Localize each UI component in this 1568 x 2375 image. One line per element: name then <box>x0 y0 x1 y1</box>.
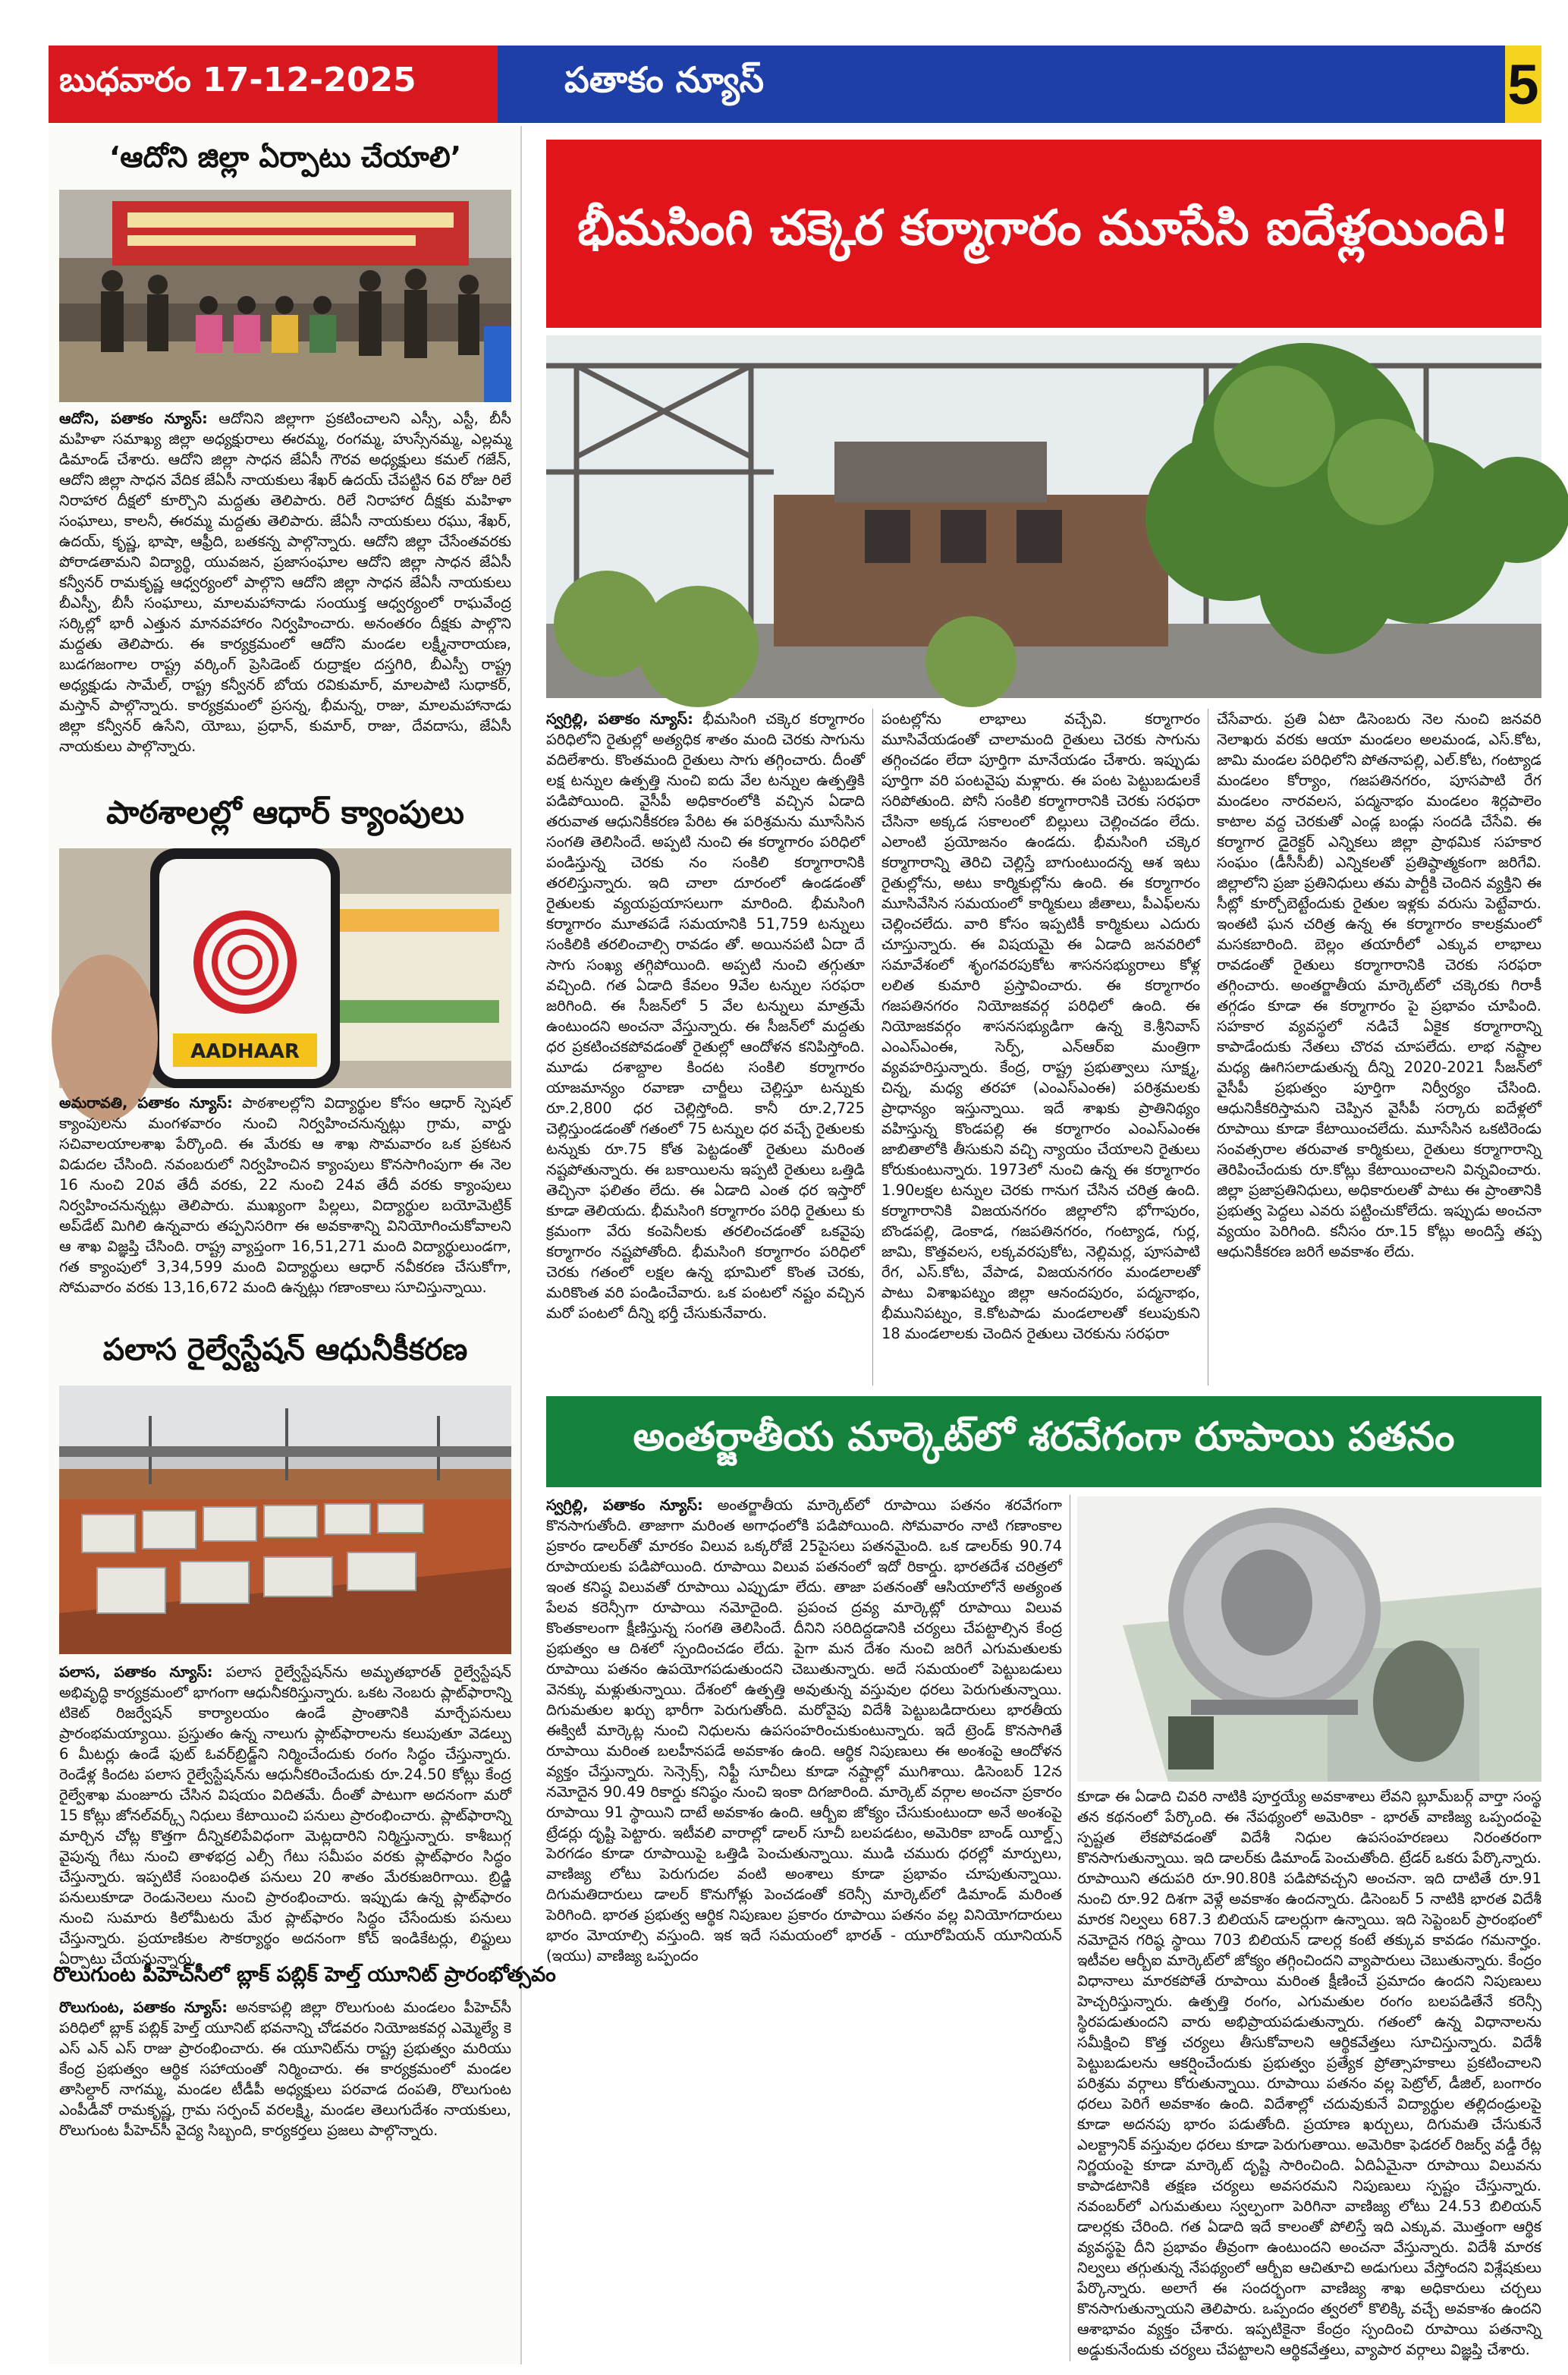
story-col1-rupee <box>546 1495 1062 2361</box>
photo-sugar-factory <box>546 335 1541 698</box>
story-text: భీమసింగి చక్కెర కర్మాగారం పరిధిలోని రైతుల్లో అత్యధిక శాతం మంది చెరకు సాగును వదిలేశారు. కొంతమంది రైతులు సాగు తగ్గించారు. దీంతో లక్ష టన్నుల ఉత్పత్తి నుంచి ఐదు వేల టన్నుల ఉత్పత్తికి పడిపోయింది. వైసీపీ అధికారంలోకి వచ్చిన ఏడాది తరువాత ఆధునికీకరణ పేరిట ఈ పరిశ్రమను మూసేసిన సంగతి తెలిసిందే. అప్పటి నుంచి ఈ కర్మాగారం పరిధిలో పండిస్తున్న చెరకు నం సంకిలి కర్మాగారానికి తరలిస్తున్నారు. ఇది చాలా దూరంలో ఉండడంతో రైతులకు వ్యయప్రయాసలుగా మారింది. భీమసింగి కర్మాగారం మూతపడే సమయానికి 51,759 టన్నులు సంకిలికి తరలించాల్సి రావడం తో. అయినపటి ఏదా దే సాగు సంఖ్య తగ్గిపోయింది. అప్పటి నుంచి తగ్గుతూ వచ్చింది. గత ఏడాది కేవలం 9వేల టన్నుల సరఫరా జరిగింది. ఈ సీజన్‌లో 5 వేల టన్నులు మాత్రమే ఉంటుందని అంచనా వేస్తున్నారు. ఈ సీజన్‌లో మద్దతు ధర ప్రకటించకపోవడంతో రైతుల్లో ఆందోళన కనిపిస్తోంది. మూడు దశాబ్దాల కిందట సంకిలి కర్మాగారం యాజమాన్యం రవాణా చార్జీలు చెల్లిస్తూ టన్నుకు రూ.2,800 ధర చెల్లిస్తోంది. కానీ రూ.2,725 చెల్లిస్తుండడంతో గతంలో 75 టన్నుల ధర వచ్చే రైతులకు టన్నుకు రూ.75 కోత పెట్టడంతో రైతులు మరింత నష్టపోతున్నారు. ఈ బకాయిలను ఇప్పటి రైతులు ఒత్తిడి తెచ్చినా ఫలితం లేదు. ఈ ఏడాది ఎంత ధర ఇస్తారో కూడా తెలియదు. భీమసింగి కర్మాగారం పరిధి రైతులు కు క్రమంగా వేరు కంపెనీలకు తరలించడంతో ఒకవైపు కర్మాగారం నష్టపోతోంది. భీమసింగి కర్మాగారం పరిధిలో చెరకు గతంలో లక్షల ఉన్న భూమిలో కొంత చెరకు, మరికొంత వరి పండించేవారు. ఒక పంటలో నష్టం వచ్చిన మరో పంటలో దీన్ని భర్తీ చేసుకునేవారు. <box>546 710 865 1322</box>
newspaper-name: పతాకం న్యూస్ <box>498 46 1508 123</box>
headline-bheemasingi-factory: భీమసింగి చక్కెర కర్మాగారం మూసేసి ఐదేళ్లయింది! <box>546 140 1541 328</box>
story-title-palasa-railway: పలాస రైల్వేస్టేషన్ ఆధునీకీకరణ <box>102 1332 468 1367</box>
masthead <box>49 46 1541 123</box>
dateline: ఆదోని, పతాకం న్యూస్: <box>59 410 208 427</box>
story-text: కూడా ఈ ఏడాది చివరి నాటికి పూర్తయ్యే అవకాశాలు లేవని బ్లూమ్‌బర్గ్ వార్తా సంస్థ తన కథనంలో పేర్కొంది. ఈ నేపథ్యంలో అమెరికా - భారత్ వాణిజ్య ఒప్పందంపై స్పష్టత లేకపోవడంతో విదేశీ నిధుల ఉపసంహరణలు నిరంతరంగా కొనసాగుతున్నాయి. ఇది డాలర్‌కు డిమాండ్ పెంచుతోంది. ట్రేడర్ ఒకరు పేర్కొన్నారు. రూపాయిని తదుపరి రూ.90.80కి పడిపోవచ్చని అంచనా. ఇది దాటితే రూ.91 నుంచి రూ.92 దిశగా వెళ్లే అవకాశం ఉందన్నారు. డిసెంబర్ 5 నాటికి భారత విదేశీ మారక నిల్వలు 687.3 బిలియన్ డాలర్లుగా ఉన్నాయి. ఇది సెప్టెంబర్ ప్రారంభంలో నమోదైన గరిష్ఠ స్థాయి 703 బిలియన్ డాలర్ల కంటే తక్కువ కావడం గమనార్హం. ఇటీవల ఆర్బీఐ మార్కెట్‌లో జోక్యం తగ్గించిందని వ్యాపారులు చెబుతున్నారు. కేంద్రం విధానాలు మారకపోతే రూపాయి మరింత క్షీణించే ప్రమాదం ఉందని నిపుణులు హెచ్చరిస్తున్నారు. ఉత్పత్తి రంగం, ఎగుమతుల రంగం బలపడితేనే కరెన్సీ స్థిరపడుతుందని వారు అభిప్రాయపడుతున్నారు. గతంలో ఉన్న విధానాలను సమీక్షించి కొత్త చర్యలు తీసుకోవాలని ఆర్థికవేత్తలు సూచిస్తున్నారు. విదేశీ పెట్టుబడులను ఆకర్షించేందుకు ప్రభుత్వం ప్రత్యేక ప్రోత్సాహకాలు ప్రకటించాలని పరిశ్రమ వర్గాలు కోరుతున్నాయి. రూపాయి పతనం వల్ల పెట్రోల్, డీజిల్, బంగారం ధరలు పెరిగే అవకాశం ఉంది. విదేశాల్లో చదువుకునే విద్యార్థుల తల్లిదండ్రులపై కూడా అదనపు భారం పడుతోంది. ప్రయాణ ఖర్చులు, దిగుమతి చేసుకునే ఎలక్ట్రానిక్ వస్తువుల ధరలు కూడా పెరుగుతాయి. అమెరికా ఫెడరల్ రిజర్వ్ వడ్డీ రేట్ల నిర్ణయంపై కూడా మార్కెట్ దృష్టి సారించింది. ఏదిఏమైనా రూపాయి విలువను కాపాడటానికి తక్షణ చర్యలు అవసరమని నిపుణులు స్పష్టం చేస్తున్నారు. నవంబర్‌లో ఎగుమతులు స్వల్పంగా పెరిగినా వాణిజ్య లోటు 24.53 బిలియన్ డాలర్లకు చేరింది. గత ఏడాది ఇదే కాలంతో పోలిస్తే ఇది ఎక్కువ. మొత్తంగా ఆర్థిక వ్యవస్థపై దీని ప్రభావం తీవ్రంగా ఉంటుందని అంచనా వేస్తున్నారు. విదేశీ మారక నిల్వలు తగ్గుతున్న నేపథ్యంలో ఆర్బీఐ ఆచితూచి అడుగులు వేస్తోందని విశ్లేషకులు పేర్కొన్నారు. అలాగే ఈ సందర్భంగా వాణిజ్య శాఖ అధికారులు చర్చలు కొనసాగుతున్నాయని తెలిపారు. ఒప్పందం త్వరలో కొలిక్కి వచ్చే అవకాశం ఉందని ఆశాభావం వ్యక్తం చేశారు. ఇప్పటికైనా కేంద్రం స్పందించి రూపాయి పతనాన్ని అడ్డుకునేందుకు చర్యలు చేపట్టాలని ఆర్థికవేత్తలు, వ్యాపార వర్గాలు విజ్ఞప్తి చేశారు. <box>1077 1788 1541 2358</box>
photo-rupee-coin-dollar <box>1077 1496 1541 1782</box>
story-body-aadhaar <box>59 1093 511 1320</box>
story-body-palasa <box>59 1662 511 1968</box>
story-col2-bheemasingi <box>881 709 1200 1386</box>
column-divider <box>872 709 873 1386</box>
dateline: అమరావతి, పతాకం న్యూస్: <box>59 1094 233 1112</box>
headline-rupee-fall: అంతర్జాతీయ మార్కెట్‌లో శరవేగంగా రూపాయి పతనం <box>546 1396 1541 1487</box>
story-col2-rupee <box>1077 1786 1541 2361</box>
story-body-adoni <box>59 408 511 777</box>
story-text: పాఠశాలల్లోని విద్యార్థుల కోసం ఆధార్ స్పెషల్ క్యాంపులను మంగళవారం నుంచి నిర్వహించనున్నట్లు గ్రామ, వార్డు సచివాలయాలశాఖ పేర్కొంది. ఈ మేరకు ఆ శాఖ సొమవారం ఒక ప్రకటన విడుదల చేసింది. నవంబరులో నిర్వహించిన క్యాంపులు కొనసాగింపుగా ఈ నెల 16 నుంచి 20వ తేదీ వరకు, 22 నుంచి 24వ తేదీ వరకు క్యాంపులు నిర్వహించనున్నట్లు తెలిపారు. ముఖ్యంగా పిల్లలు, విద్యార్థుల బయోమెట్రిక్ అప్‌డేట్ మిగిలి ఉన్నవారు తప్పనిసరిగా ఈ అవకాశాన్ని వినియోగించుకోవాలని ఆ శాఖ విజ్ఞప్తి చేసింది. రాష్ట్ర వ్యాప్తంగా 16,51,271 మంది విద్యార్థులుండగా, గత క్యాంపులో 3,34,599 మంది విద్యార్థులు ఆధార్ నవీకరణ చేసుకోగా, సోమవారం వరకు 13,16,672 మంది ఉన్నట్లు గణాంకాలు సూచిస్తున్నాయి. <box>59 1094 511 1296</box>
story-body-rolugunta <box>59 1997 511 2354</box>
story-text: చేసేవారు. ప్రతి ఏటా డిసెంబరు నెల నుంచి జనవరి నెలాఖరు వరకు ఆయా మండలం అలమండ, ఎస్.కోట, జామి మండల పరిధిలోని పోతనాపల్లి, ఎల్.కోట, గంట్యాడ మండలం కోర్యాం, గజపతినగరం, పూసపాటి రేగ మండలం నారవలస, పద్మనాభం మండలం శిర్లపాలెం కాటాల వద్ద చెరకుతో ఎండ్ల బండ్లు సందడి చేసేవి. ఈ కర్మాగార డైరెక్టర్ ఎన్నికలు జిల్లా ప్రాథమిక సహకార సంఘం (డీసీసీబీ) ఎన్నికలతో ప్రతిష్ఠాత్మకంగా జరిగేవి. జిల్లాలోని ప్రజా ప్రతినిధులు తమ పార్టీకి చెందిన వ్యక్తిని ఈ సీట్లో కూర్చోబెట్టేందుకు రైతుల ఇళ్లకు వరుసు పెట్టేవారు. ఇంతటి ఘన చరిత్ర ఉన్న ఈ కర్మాగారం కాలక్రమంలో మసకబారింది. బెల్లం తయారీలో ఎక్కువ లాభాలు రావడంతో రైతులు కర్మాగారానికి చెరకు సరఫరా తగ్గించారు. అంతర్జాతీయ మార్కెట్‌లో చక్కెరకు గిరాకీ తగ్గడం కూడా ఈ కర్మాగారం పై ప్రభావం చూపింది. సహకార వ్యవస్థలో నడిచే ఏకైక కర్మాగారాన్ని కాపాడేందుకు నేతలు చొరవ చూపలేదు. లాభ నష్టాల మధ్య ఊగిసలాడుతున్న దీన్ని 2020-2021 సీజన్‌లో వైసీపీ ప్రభుత్వం పూర్తిగా నిర్వీర్యం చేసింది. ఆధునికీకరిస్తామని చెప్పిన వైసీపీ సర్కారు ఐదేళ్లలో రూపాయి కూడా కేటాయించలేదు. మూసేసిన ఒకటిరెండు సంవత్సరాల తరువాత కార్మికులు, రైతులు కర్మాగారాన్ని తెరిపించేందుకు రూ.కోట్లు కేటాయించాలని విన్నవించారు. జిల్లా ప్రజాప్రతినిధులు, అధికారులతో పాటు ఈ ప్రాంతానికి ప్రభుత్వ పెద్దలు ఎవరు పట్టించుకోలేదు. ఇప్పుడు అంచనా వ్యయం పెరిగింది. కనీసం రూ.15 కోట్లు అందిస్తే తప్ప ఆధునికీకరణ జరిగే అవకాశం లేదు. <box>1217 710 1541 1260</box>
dateline: స్వగ్రిల్లి, పతాకం న్యూస్: <box>546 710 693 728</box>
story-text: ఆదోనిని జిల్లాగా ప్రకటించాలని ఎస్సీ, ఎస్టీ, బీసీ మహిళా సమాఖ్య జిల్లా అధ్యక్షురాలు ఈరమ్మ, రంగమ్మ, హుస్సేనమ్మ, ఎల్లమ్మ డిమాండ్ చేశారు. ఆదోని జిల్లా సాధన జేఏసీ గౌరవ అధ్యక్షులు కమల్ గజేన్, ఆదోని జిల్లా సాధన వేదిక జేఏసీ నాయకులు శేఖర్ ఉదయ్ చేపట్టిన 6వ రోజు రిలే నిరాహార దీక్షలో కూర్చొని మద్దతు తెలిపారు. రిలే నిరాహార దీక్షకు మహిళా సంఘాలు, కాలనీ, ఈరమ్మ మద్దతు తెలిపారు. జేఏసీ నాయకులు రఘు, శేఖర్, ఉదయ్, కృష్ణ, భాషా, ఆఫ్రీది, బతకన్న పాల్గొన్నారు. ఆదోని జిల్లా చేసేంతవరకు పోరాడతామని విద్యార్థి, యువజన, ప్రజాసంఘాల ఆదోని జిల్లా సాధన జేఏసీ కన్వీనర్ రామకృష్ణ ఆధ్వర్యంలో పాల్గొని ఆదోని జిల్లా సాధన జేఏసీ నాయకులు బీఎస్పీ, బీసీ సంఘాలు, మాలమహానాడు సంయుక్త ఆధ్వర్యంలో రాఘవేంద్ర సర్కిల్లో భారీ ఎత్తున మానవహారం నిర్వహించారు. అనంతరం దీక్షకు పాల్గొని మద్దతు తెలిపారు. ఈ కార్యక్రమంలో ఆదోని మండల లక్ష్మీనారాయణ, బుడగజంగాల రాష్ట్ర వర్కింగ్ ప్రెసిడెంట్ రుద్రాక్షల దస్తగిరి, బీఎస్పీ రాష్ట్ర అధ్యక్షుడు సామేల్, రాష్ట్ర కన్వీనర్ బోయ రవికుమార్, మాలపాటి సుధాకర్, మస్తాన్ పాల్గొన్నారు. కార్యక్రమంలో ప్రసన్న, భీమన్న, రాజు, మాలమహానాడు జిల్లా కన్వీనర్ ఉసేని, యోబు, ప్రధాన్, కుమార్, రాజు, దేవదాసు, జేఏసీ నాయకులు పాల్గొన్నారు. <box>59 410 511 755</box>
issue-date: బుధవారం 17-12-2025 <box>49 46 498 123</box>
story-text: అంతర్జాతీయ మార్కెట్‌లో రూపాయి పతనం శరవేగంగా కొనసాగుతోంది. తాజాగా మరింత అగాధంలోకి పడిపోయింది. సోమవారం నాటి గణాంకాల ప్రకారం డాలర్‌తో మారకం విలువ ఒక్కరోజే 25పైసలు పతనమైంది. ఒక డాలర్‌కు 90.74 రూపాయలకు పడిపోయింది. రూపాయి విలువ పతనంలో ఇదో రికార్డు. భారతదేశ చరిత్రలో ఇంత కనిష్ఠ విలువతో రూపాయి ఎప్పుడూ లేదు. తాజా పతనంతో ఆసియాలోనే అత్యంత పేలవ కరెన్సీగా రూపాయి నమోదైంది. ప్రపంచ ద్రవ్య మార్కెట్లో రూపాయి విలువ కొంతకాలంగా క్షీణిస్తున్న సంగతి తెలిసిందే. దీనిని సరిదిద్దడానికి చర్యలు చేపట్టాల్సిన కేంద్ర ప్రభుత్వం ఆ దిశలో స్పందించడం లేదు. పైగా మన దేశం నుంచి జరిగే ఎగుమతులకు రూపాయి పతనం ఉపయోగపడుతుందని చెబుతున్నారు. అదే సమయంలో పెట్టుబడులు వెనక్కు మళ్లుతున్నాయి. దేశంలో ఉత్పత్తి అవుతున్న వస్తువుల ధరలు పెరుగుతున్నాయి. దిగుమతుల ఖర్చు భారీగా పెరుగుతోంది. మరోవైపు విదేశీ పెట్టుబడిదారులు భారతీయ ఈక్విటీ మార్కెట్ల నుంచి నిధులను ఉపసంహరించుకుంటున్నారు. ఇదే ట్రెండ్ కొనసాగితే రూపాయి మరింత బలహీనపడే అవకాశం ఉంది. ఆర్థిక నిపుణులు ఈ అంశంపై ఆందోళన వ్యక్తం చేస్తున్నారు. సెన్సెక్స్, నిఫ్టీ సూచీలు కూడా నష్టాల్లో ముగిశాయి. డిసెంబర్ 12న నమోదైన 90.49 రికార్డు కనిష్ఠం నుంచి ఇంకా దిగజారింది. మార్కెట్ వర్గాల అంచనా ప్రకారం రూపాయి 91 స్థాయిని దాటే అవకాశం ఉంది. ఆర్బీఐ జోక్యం చేసుకుంటుందా అనే అంశంపై ట్రేడర్లు దృష్టి పెట్టారు. ఇటీవలి వారాల్లో డాలర్ సూచీ బలపడటం, అమెరికా బాండ్ యీల్డ్స్ పెరగడం కూడా రూపాయిపై ఒత్తిడి పెంచుతున్నాయి. ముడి చమురు ధరల్లో మార్పులు, వాణిజ్య లోటు పెరుగుదల వంటి అంశాలు కూడా ప్రభావం చూపుతున్నాయి. దిగుమతిదారులు డాలర్ కొనుగోళ్లు పెంచడంతో కరెన్సీ మార్కెట్‌లో డిమాండ్ మరింత పెరిగింది. భారత ప్రభుత్వ ఆర్థిక నిపుణుల ప్రకారం రూపాయి పతనం వల్ల వినియోగదారులు భారం మోయాల్సి వస్తుంది. ఇక ఇదే సమయంలో భారత్ - యూరోపియన్ యూనియన్ (ఇయు) వాణిజ్య ఒప్పందం <box>546 1496 1062 1964</box>
dateline: రొలుగుంట, పతాకం న్యూస్: <box>59 1999 228 2016</box>
story-col3-bheemasingi <box>1217 709 1541 1386</box>
story-text: పంటల్లోను లాభాలు వచ్చేవి. కర్మాగారం మూసివేయడంతో చాలామంది రైతులు చెరకు సాగును తగ్గించడం లేదా పూర్తిగా మానేయడం చేశారు. ఇప్పుడు పూర్తిగా వరి పంటవైపు మళ్లారు. ఈ పంట పెట్టుబడులకే సరిపోతుంది. పోనీ సంకిలి కర్మాగారానికి చెరకు సరఫరా చేసినా అక్కడ సకాలంలో బిల్లులు చెల్లించడం లేదు. ఎలాంటి ప్రయోజనం ఉండదు. భీమసింగి చక్కెర కర్మాగారాన్ని తెరిచి చెల్లిస్తే బాగుంటుందన్న ఆశ ఇటు రైతుల్లోను, అటు కార్మికుల్లోను ఉంది. ఈ కర్మాగారం మూసివేసిన సమయంలో కార్మికులు జీతాలు, పీఎఫ్‌లను చెల్లించలేదు. వారి కోసం ఇప్పటికీ కార్మికులు ఎదురు చూస్తున్నారు. ఈ విషయమై ఈ ఏడాది జనవరిలో సమావేశంలో శృంగవరపుకోట శాసనసభ్యురాలు కోళ్ల లలిత కుమారి ప్రస్తావించారు. ఈ కర్మాగారం గజపతినగరం నియోజకవర్గ పరిధిలో ఉంది. ఈ నియోజకవర్గం శాసనసభ్యుడిగా ఉన్న కె.శ్రీనివాస్ ఎంఎస్ఎంఈ, సెర్ప్, ఎన్ఆర్ఐ మంత్రిగా వ్యవహరిస్తున్నారు. కేంద్ర, రాష్ట్ర ప్రభుత్వాలు సూక్ష్మ, చిన్న, మధ్య తరహా (ఎంఎస్ఎంఈ) పరిశ్రమలకు ప్రాధాన్యం ఇస్తున్నాయి. ఇదే శాఖకు ప్రాతినిథ్యం వహిస్తున్న కొండపల్లి ఈ కర్మాగారం ఎంఎస్ఎంఈ జాబితాలోకి తీసుకుని వచ్చి న్యాయం చేయాలని రైతులు కోరుకుంటున్నారు. 1973లో నుంచి ఉన్న ఈ కర్మాగారం 1.90లక్షల టన్నుల చెరకు గానుగ చేసిన చరిత్ర ఉంది. కర్మాగారానికి విజయనగరం జిల్లాలోని భోగాపురం, బొండపల్లి, డెంకాడ, గజపతినగరం, గంట్యాడ, గుర్ల, జామి, కొత్తవలస, లక్కవరపుకోట, నెల్లిమర్ల, పూసపాటి రేగ, ఎస్.కోట, వేపాడ, విజయనగరం మండలాలతో పాటు విశాఖపట్నం జిల్లా ఆనందపురం, పద్మనాభం, భీమునిపట్నం, కె.కోటపాడు మండలాలతో కలుపుకుని 18 మండలాలకు చెందిన రైతులు చెరకును సరఫరా <box>881 710 1200 1342</box>
photo-palasa-station <box>59 1386 511 1654</box>
story-title-rolugunta-phc: రొలుగుంట పీహెచ్‌సీలో బ్లాక్ పబ్లిక్ హెల్త్ యూనిట్ ప్రారంభోత్సవం <box>53 1963 556 1987</box>
story-title-aadhaar-camps: పాఠశాలల్లో ఆధార్ క్యాంపులు <box>106 794 464 831</box>
page-number: 5 <box>1505 46 1541 123</box>
story-text: అనకాపల్లి జిల్లా రొలుగుంట మండలం పీహెచ్‌సీ పరిధిలో బ్లాక్ పబ్లిక్ హెల్త్ యూనిట్ భవనాన్ని చోడవరం నియోజకవర్గ ఎమ్మెల్యే కె ఎస్ ఎన్ ఎస్ రాజు ప్రారంభించారు. ఈ యూనిట్‌ను రాష్ట్ర ప్రభుత్వం మరియు కేంద్ర ప్రభుత్వం ఆర్థిక సహాయంతో నిర్మించారు. ఈ కార్యక్రమంలో మండల తాసిల్దార్ నాగమ్మ, మండల టీడీపీ అధ్యక్షులు పరవాడ దంపతి, రొలుగుంట ఎంపీడీవో రామకృష్ణ, గ్రామ సర్పంచ్ వరలక్ష్మి, మండల తెలుగుదేశం నాయకులు, రొలుగుంట పీహెచ్‌సీ వైద్య సిబ్బంది, కార్యకర్తలు ప్రజలు పాల్గొన్నారు. <box>59 1999 511 2139</box>
dateline: పలాస, పతాకం న్యూస్: <box>59 1663 213 1681</box>
story-col1-bheemasingi <box>546 709 865 1386</box>
dateline: స్వగ్రిల్లి, పతాకం న్యూస్: <box>546 1496 703 1514</box>
aadhaar-logo-text: AADHAAR <box>190 1040 300 1063</box>
story-text: పలాస రైల్వేస్టేషన్‌ను అమృతభారత్ రైల్వేస్టేషన్ అభివృద్ధి కార్యక్రమంలో భాగంగా ఆధునీకరిస్తున్నారు. ఒకట నెంబరు ప్లాట్‌ఫారాన్ని టికెట్ రిజర్వేషన్ కార్యాలయం ఉండే ప్రాంతానికి మార్చేపనులు ప్రారంభమయ్యాయి. ప్రస్తుతం ఉన్న నాలుగు ప్లాట్‌ఫారాలను కలుపుతూ వెడల్పు 6 మీటర్లు ఉండే ఫుట్ ఓవర్‌బ్రిడ్జ్‌ని నిర్మించేందుకు రంగం సిద్ధం చేస్తున్నారు. రెండేళ్ల కిందట పలాస రైల్వేస్టేషన్‌ను ఆధునీకరించేందుకు రూ.24.50 కోట్లు కేంద్ర రైల్వేశాఖ మంజూరు చేసిన విషయం విదితమే. దీంతో పాటుగా అదనంగా మరో 15 కోట్లు జోనల్‌వర్క్స్ నిధులు కేటాయించి పనులు ప్రారంభించారు. ప్లాట్‌ఫారాన్ని మార్చిన చోట్ల కొత్తగా దీన్నికలిపేవిధంగా మెట్లదారిని నిర్మిస్తున్నారు. కాశీబుగ్గ వైపున్న గేటు నుంచి తాళభద్ర ఎల్సీ గేటు సమీపం వరకు ప్లాట్‌ఫారం సిద్ధం చేస్తున్నారు. ఇప్పటికే సంబంధిత పనులు 20 శాతం మేరకుజరిగాయి. బ్రిడ్జి పనులుకూడా రెండునెలలు నుంచి ప్రారంభించారు. ఇప్పుడు ఉన్న ప్లాట్‌ఫారం నుంచి సుమారు కిలోమీటరు మేర ప్లాట్‌ఫారం సిద్ధం చేసేందుకు పనులు చేస్తున్నారు. ప్రయాణికుల సౌకర్యార్థం అదనంగా కోచ్ ఇండికేటర్లు, లిఫ్టులు ఏర్పాటు చేయనున్నారు. <box>59 1663 511 1968</box>
story-title-adoni-district: ‘ఆదోని జిల్లా ఏర్పాటు చేయాలి’ <box>108 140 462 174</box>
photo-aadhaar-phone <box>59 848 511 1088</box>
photo-adoni-protest <box>59 190 511 402</box>
